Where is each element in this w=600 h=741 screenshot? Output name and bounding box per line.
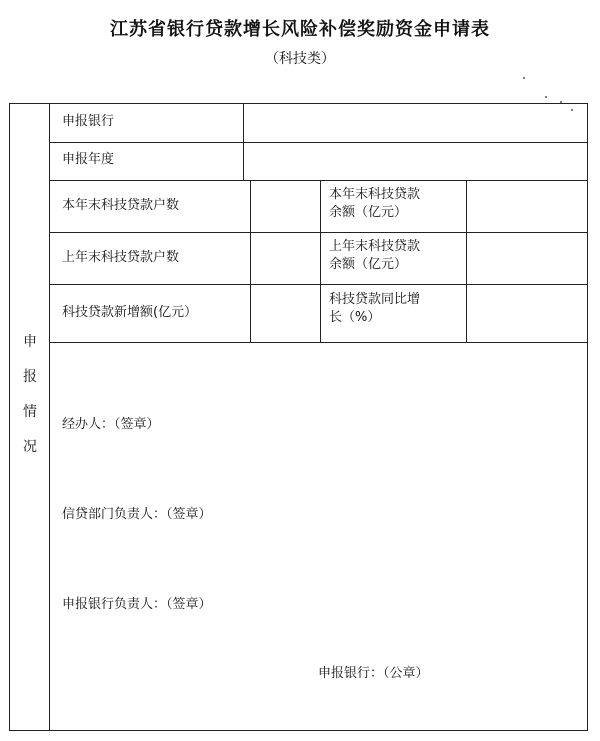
label-yoy-growth [329,291,420,327]
field-yoy-growth[interactable] [468,286,586,341]
side-label-char: 申 [23,334,37,350]
label-line: 余额（亿元） [329,205,408,221]
divider-row-2 [49,180,588,181]
field-current-balance[interactable] [468,182,586,231]
label-current-balance [329,186,420,222]
signature-handler[interactable]: 经办人：（签章） [62,417,160,432]
form-title: 江苏省银行贷款增长风险补偿奖励资金申请表 [110,19,490,40]
side-label-application-status [11,335,49,475]
scan-speck [523,77,525,79]
divider-mid-center [320,180,321,342]
divider-bank-value [243,103,244,180]
side-label-char: 情 [23,404,37,420]
label-current-households: 本年末科技贷款户数 [62,198,180,213]
label-reporting-year: 申报年度 [62,152,115,167]
form-subtitle: （科技类） [265,51,335,67]
scan-speck [545,96,547,98]
scan-speck [571,109,573,111]
divider-row-4 [49,284,588,285]
label-previous-balance [329,238,420,274]
divider-mid-right [466,180,467,342]
label-line: 本年末科技贷款 [329,187,421,202]
divider-side-column [49,103,50,731]
signature-bank-head[interactable]: 申报银行负责人：（签章） [62,597,212,612]
label-line: 余额（亿元） [329,257,408,273]
divider-mid-left [250,180,251,342]
field-previous-balance[interactable] [468,234,586,283]
divider-row-3 [49,232,588,233]
field-previous-households[interactable] [252,234,319,283]
label-reporting-bank: 申报银行 [62,114,115,129]
signature-credit-dept-head[interactable]: 信贷部门负责人：（签章） [62,507,212,522]
label-previous-households: 上年末科技贷款户数 [62,250,180,265]
field-current-households[interactable] [252,182,319,231]
side-label-char: 报 [23,369,37,385]
seal-reporting-bank[interactable]: 申报银行：（公章） [318,666,429,681]
label-line: 科技贷款同比增 [329,292,421,307]
label-line: 上年末科技贷款 [329,239,421,254]
field-new-loan-amount[interactable] [252,286,319,341]
field-reporting-bank[interactable] [245,104,586,141]
divider-row-5 [49,342,588,343]
side-label-char: 况 [23,439,37,455]
scan-speck [560,101,562,103]
label-line: 长（%） [329,310,381,326]
divider-row-1 [49,142,588,143]
field-reporting-year[interactable] [245,144,586,179]
label-new-loan-amount: 科技贷款新增额(亿元） [62,305,198,320]
